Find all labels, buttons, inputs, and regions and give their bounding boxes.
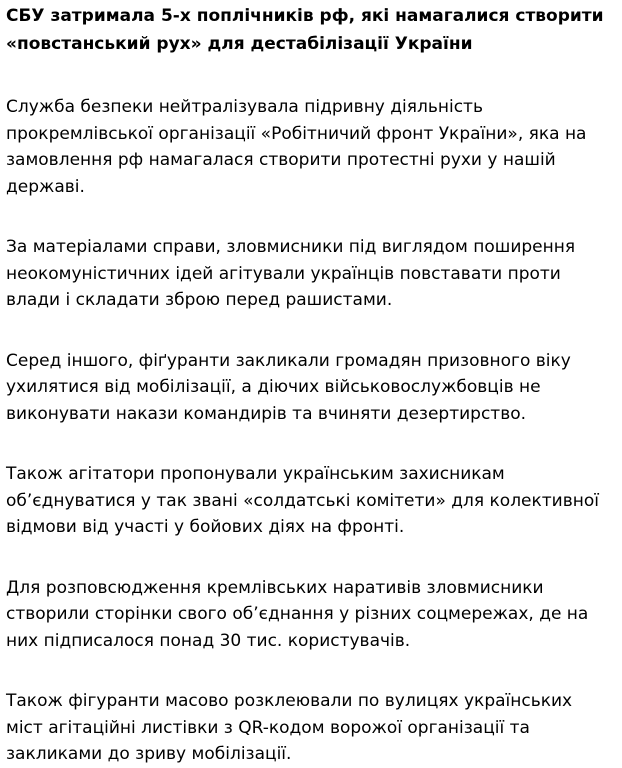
paragraph-soldier-committees: Також агітатори пропонували українським захисникам об’єднуватися у так звані «солдатські комітети» для колективної відмови від участі у бойових діях на фронті. [6,464,599,537]
paragraph-mobilization-evasion: Серед іншого, фіґуранти закликали громадян призовного віку ухилятися від мобілізації, а діючих військовослужбовців не виконувати накази командирів та вчиняти дезертирство. [6,350,571,424]
post-title: СБУ затримала 5-х поплічників рф, які намагалися створити «повстанський рух» для дестабілізації України [6,6,604,54]
paragraph-leaflets: Також фігуранти масово розклеювали по вулицях українських міст агітаційні листівки з QR-кодом ворожої організації та закликами до зриву мобілізації. [6,691,573,764]
paragraph-social-media: Для розповсюдження кремлівських наративів зловмисники створили сторінки свого об’єднання у різних соцмережах, де на них підписалося понад 30 тис. користувачів. [6,577,589,651]
paragraph-agitation: За матеріалами справи, зловмисники під виглядом поширення неокомуністичних ідей агітували українців повставати проти влади і складати зброю перед рашистами. [6,237,576,310]
paragraph-neutralization: Служба безпеки нейтралізувала підривну діяльність прокремлівської організації «Робітничий фронт України», яка на замовлення рф намагалася створити протестні рухи у нашій державі. [6,97,587,197]
